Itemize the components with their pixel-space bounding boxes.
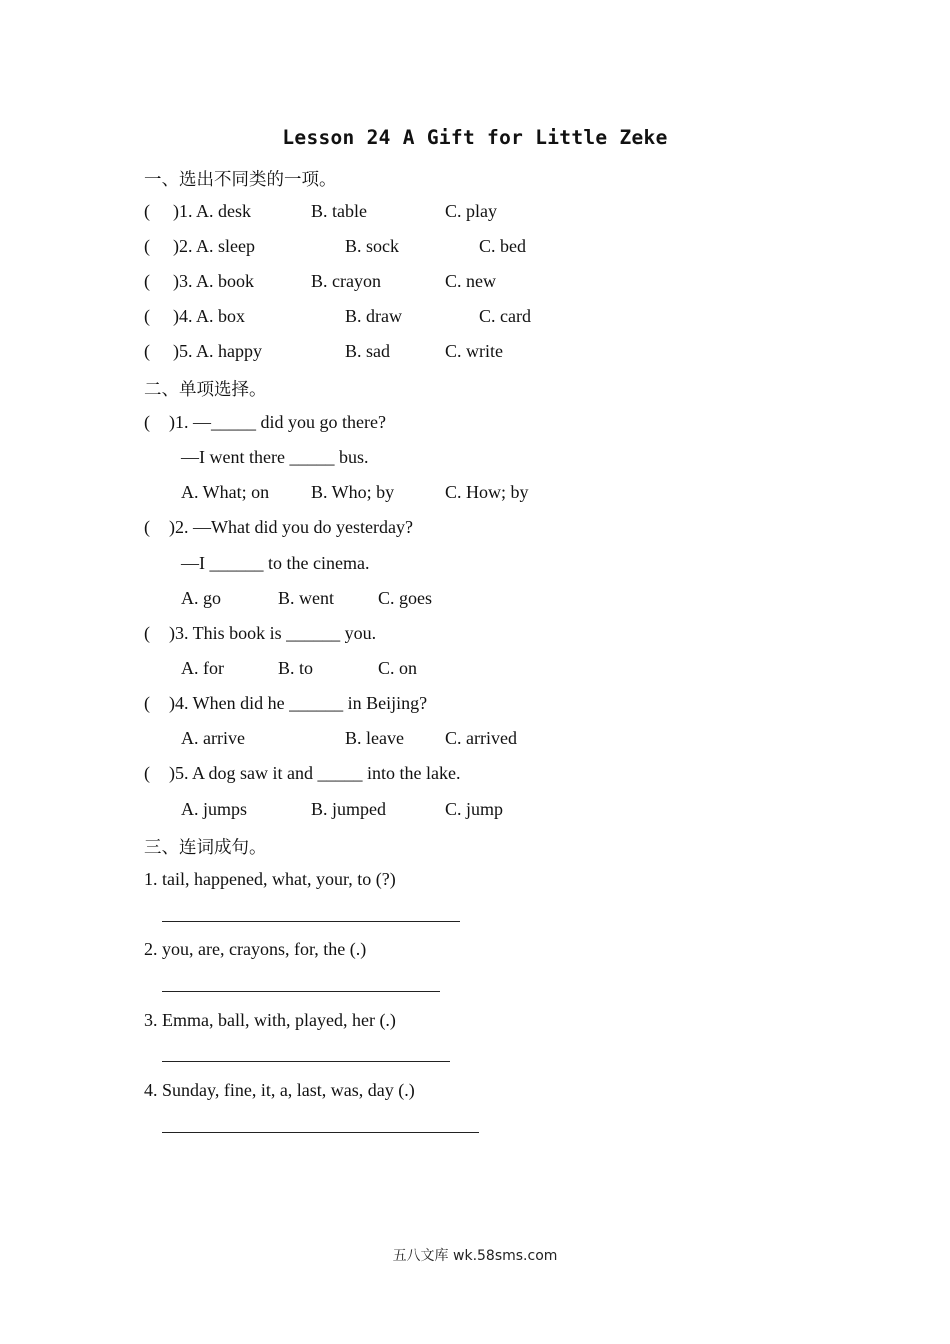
p2-q5-option-c: C. jump	[445, 799, 504, 819]
section-heading-3: 三、连词成句。	[144, 838, 267, 858]
p1-q4-option-c: C. card	[479, 306, 531, 326]
p3-q4-answer-line[interactable]	[162, 1132, 479, 1133]
p2-q3-option-b: B. to	[278, 658, 314, 678]
p2-q5-option-b: B. jumped	[311, 799, 386, 819]
p1-q1-option-c: C. play	[445, 201, 497, 221]
section-heading-1: 一、选出不同类的一项。	[144, 170, 337, 190]
page-title: Lesson 24 A Gift for Little Zeke	[282, 126, 668, 149]
p2-q4-option-b: B. leave	[345, 728, 404, 748]
p1-q5-option-c: C. write	[445, 341, 503, 361]
p2-q3-option-a: A. for	[181, 658, 224, 678]
p1-q1-option-b: B. table	[311, 201, 367, 221]
p3-q2-words: 2. you, are, crayons, for, the (.)	[144, 939, 367, 959]
p1-q1-option-a: )1. A. desk	[173, 201, 251, 221]
p1-q4-option-a: )4. A. box	[173, 306, 245, 326]
p2-q4-stem: )4. When did he ______ in Beijing?	[169, 693, 428, 713]
p1-q5-option-b: B. sad	[345, 341, 390, 361]
p1-q2-option-a: )2. A. sleep	[173, 236, 255, 256]
p3-q1-words: 1. tail, happened, what, your, to (?)	[144, 869, 396, 889]
p1-q3-paren: (	[144, 271, 150, 291]
p2-q5-stem: )5. A dog saw it and _____ into the lake.	[169, 763, 461, 783]
footer-watermark: 五八文库 wk.58sms.com	[392, 1248, 558, 1264]
p2-q2-option-b: B. went	[278, 588, 334, 608]
p2-q3-stem: )3. This book is ______ you.	[169, 623, 377, 643]
p2-q5-option-a: A. jumps	[181, 799, 248, 819]
p2-q3-option-c: C. on	[378, 658, 418, 678]
p2-q1-option-b: B. Who; by	[311, 482, 395, 502]
p3-q2-answer-line[interactable]	[162, 991, 440, 992]
p3-q4-words: 4. Sunday, fine, it, a, last, was, day (.)	[144, 1080, 415, 1100]
p2-q2-option-a: A. go	[181, 588, 221, 608]
p3-q3-words: 3. Emma, ball, with, played, her (.)	[144, 1010, 396, 1030]
p2-q2-stem: )2. —What did you do yesterday?	[169, 517, 413, 537]
p2-q2-paren: (	[144, 517, 150, 537]
p3-q1-answer-line[interactable]	[162, 921, 460, 922]
p1-q2-option-b: B. sock	[345, 236, 399, 256]
p1-q3-option-b: B. crayon	[311, 271, 381, 291]
p1-q3-option-c: C. new	[445, 271, 496, 291]
p2-q2-option-c: C. goes	[378, 588, 432, 608]
p1-q1-paren: (	[144, 201, 150, 221]
p1-q4-option-b: B. draw	[345, 306, 402, 326]
p1-q2-option-c: C. bed	[479, 236, 526, 256]
p1-q5-paren: (	[144, 341, 150, 361]
p3-q3-answer-line[interactable]	[162, 1061, 450, 1062]
p2-q3-paren: (	[144, 623, 150, 643]
p2-q5-paren: (	[144, 763, 150, 783]
p2-q1-line2: —I went there _____ bus.	[181, 447, 369, 467]
p2-q2-line2: —I ______ to the cinema.	[181, 553, 370, 573]
p2-q4-option-a: A. arrive	[181, 728, 245, 748]
p2-q1-paren: (	[144, 412, 150, 432]
p2-q1-option-a: A. What; on	[181, 482, 270, 502]
section-heading-2: 二、单项选择。	[144, 380, 267, 400]
p2-q1-stem: )1. —_____ did you go there?	[169, 412, 386, 432]
p1-q5-option-a: )5. A. happy	[173, 341, 262, 361]
p2-q1-option-c: C. How; by	[445, 482, 529, 502]
p2-q4-option-c: C. arrived	[445, 728, 517, 748]
p2-q4-paren: (	[144, 693, 150, 713]
p1-q4-paren: (	[144, 306, 150, 326]
p1-q3-option-a: )3. A. book	[173, 271, 254, 291]
p1-q2-paren: (	[144, 236, 150, 256]
